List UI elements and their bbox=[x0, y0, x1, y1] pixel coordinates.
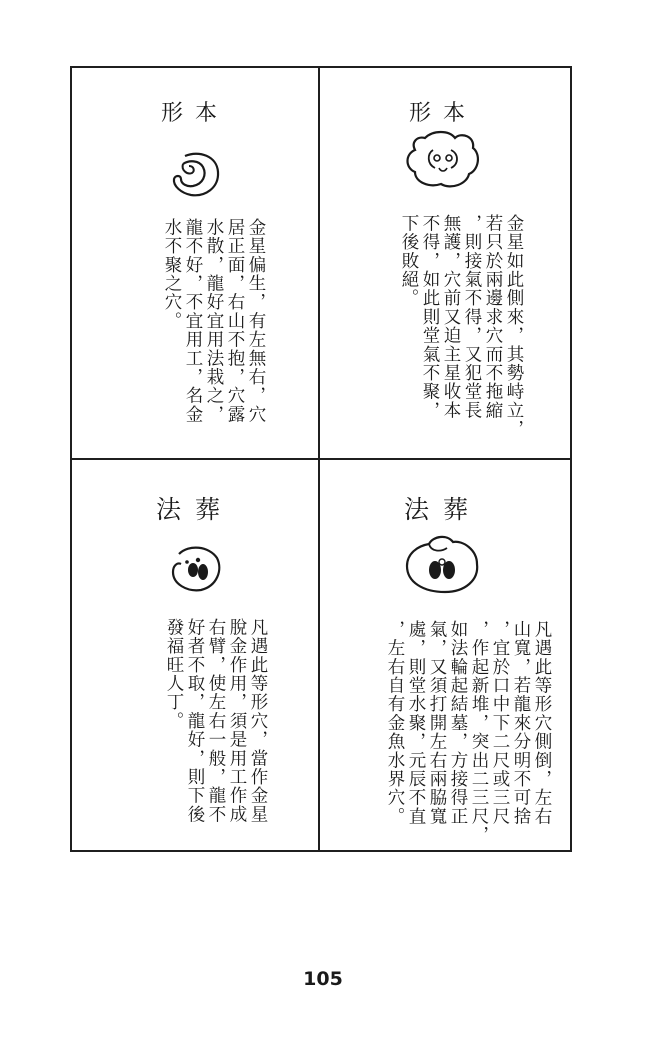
panel-title: 形本 bbox=[408, 101, 477, 126]
panel-top-left bbox=[72, 68, 318, 458]
metal-star-off-center-diagram bbox=[165, 148, 225, 202]
burial-method-diagram-right bbox=[401, 532, 485, 596]
panel-text: 凡遇此等形穴側倒，左右 山寬，若龍來分明不可捨 ，宜於口中下二尺或三尺 ，作起新堆，突出二三尺， 如法輪起結墓，方接得正 氣，又須打開左右兩脇寬 處，則堂水聚，元辰不直 ，左右自有金魚水界穴。 bbox=[385, 620, 552, 845]
panel-bottom-left bbox=[72, 460, 318, 852]
page-number: 105 bbox=[303, 968, 343, 990]
panel-title: 法葬 bbox=[155, 495, 234, 524]
burial-method-diagram-left bbox=[165, 544, 225, 594]
diagram-table-frame bbox=[70, 66, 572, 852]
panel-text: 金星偏生，有左無右，穴 居正面，右山不抱，穴露 水散，龍好宜用法栽之， 龍不好，不宜用工，名金 水不聚之穴。 bbox=[162, 218, 266, 424]
panel-text: 凡遇此等形穴，當作金星 脫金作用，須是用工作成 右臂，使左右一般，龍不 好者不取，龍好，則下後 發福旺人丁。 bbox=[164, 618, 268, 824]
metal-star-side-diagram bbox=[403, 128, 483, 192]
panel-title: 形本 bbox=[160, 101, 229, 126]
panel-top-right bbox=[320, 68, 566, 458]
panel-text: 金星如此側來，其勢峙立， 若只於兩邊求穴而不拖縮 ，則接氣不得，又犯堂長 無護，穴前又迫主星收本 不得，如此則堂氣不聚， 下後敗絕。 bbox=[399, 214, 524, 439]
panel-bottom-right bbox=[320, 460, 566, 852]
panel-title: 法葬 bbox=[403, 495, 482, 524]
